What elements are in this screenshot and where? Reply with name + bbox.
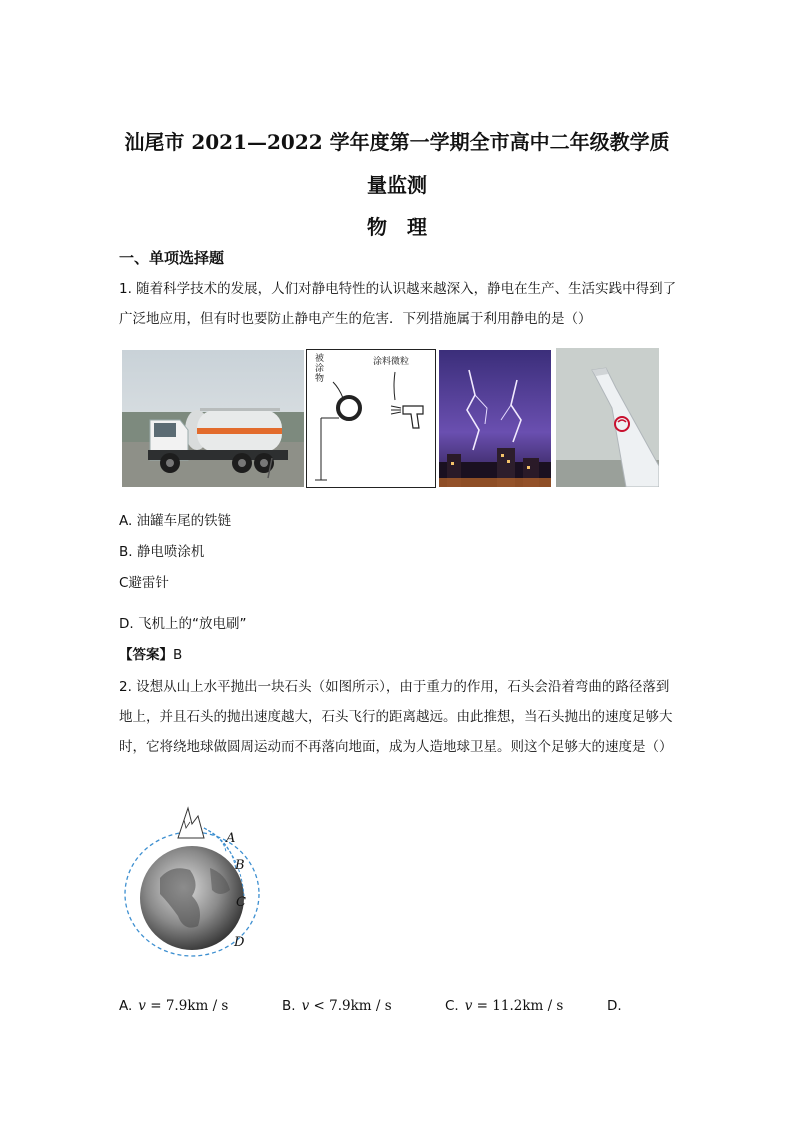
earth-orbit-figure	[120, 798, 270, 958]
coated-object-label: 被涂物	[315, 354, 325, 384]
page-title-line2: 量监测	[367, 173, 427, 197]
q2-option-c-rel: =	[476, 998, 488, 1014]
q2-option-c-value: 11.2km / s	[492, 998, 564, 1014]
q2-option-b-rel: <	[313, 998, 325, 1014]
q2-option-c	[445, 998, 563, 1014]
q2-option-a-label: A.	[119, 998, 133, 1014]
q2-option-c-label: C.	[445, 998, 459, 1014]
q2-option-b-var: v	[301, 998, 310, 1014]
paint-particles-label: 涂料微粒	[373, 357, 410, 367]
q2-option-d	[607, 998, 622, 1014]
q1-answer	[119, 643, 182, 663]
q2-option-c-var: v	[464, 998, 473, 1014]
answer-value: B	[173, 647, 183, 663]
q1-option-c: C避雷针	[119, 575, 169, 591]
question-2-text: 2. 设想从山上水平抛出一块石头（如图所示），由于重力的作用，石头会沿着弯曲的路径落到地上，并且石头的抛出速度越大，石头飞行的距离越远。由此推想，当石头抛出的速度足够大时，它将绕地球做圆周运动而不再落向地面，成为人造地球卫星。则这个足够大的速度是（）	[119, 679, 673, 755]
q1-option-a: A. 油罐车尾的铁链	[119, 513, 232, 529]
page-title-line1: 汕尾市 2021—2022 学年度第一学期全市高中二年级教学质	[124, 130, 670, 154]
trajectory-label-c: C	[236, 895, 246, 910]
airplane-wing-image	[556, 348, 659, 487]
orbit-label-d: D	[234, 935, 245, 950]
q2-option-a-var: v	[138, 998, 146, 1014]
q2-option-d-label: D.	[607, 998, 622, 1014]
trajectory-label-b: B	[235, 858, 245, 873]
q2-option-b-label: B.	[282, 998, 296, 1014]
q2-option-b	[282, 998, 392, 1014]
tanker-truck-image	[122, 350, 304, 487]
subject-title: 物 理	[367, 215, 427, 239]
question-1-text: 1. 随着科学技术的发展，人们对静电特性的认识越来越深入，静电在生产、生活实践中得到了广泛地应用，但有时也要防止静电产生的危害．下列措施属于利用静电的是（）	[119, 281, 677, 327]
q1-option-b: B. 静电喷涂机	[119, 544, 205, 560]
q1-option-d: D. 飞机上的“放电刷”	[119, 616, 247, 632]
lightning-image	[439, 350, 551, 487]
section-heading: 一、单项选择题	[119, 249, 225, 267]
q2-option-a	[119, 998, 228, 1014]
q2-option-a-rel: =	[150, 998, 162, 1014]
answer-tag: 【答案】	[119, 647, 173, 663]
electrostatic-sprayer-diagram	[306, 349, 436, 488]
trajectory-label-a: A	[226, 831, 236, 846]
q2-option-a-value: 7.9km / s	[165, 998, 229, 1014]
q2-option-b-value: 7.9km / s	[329, 998, 392, 1014]
